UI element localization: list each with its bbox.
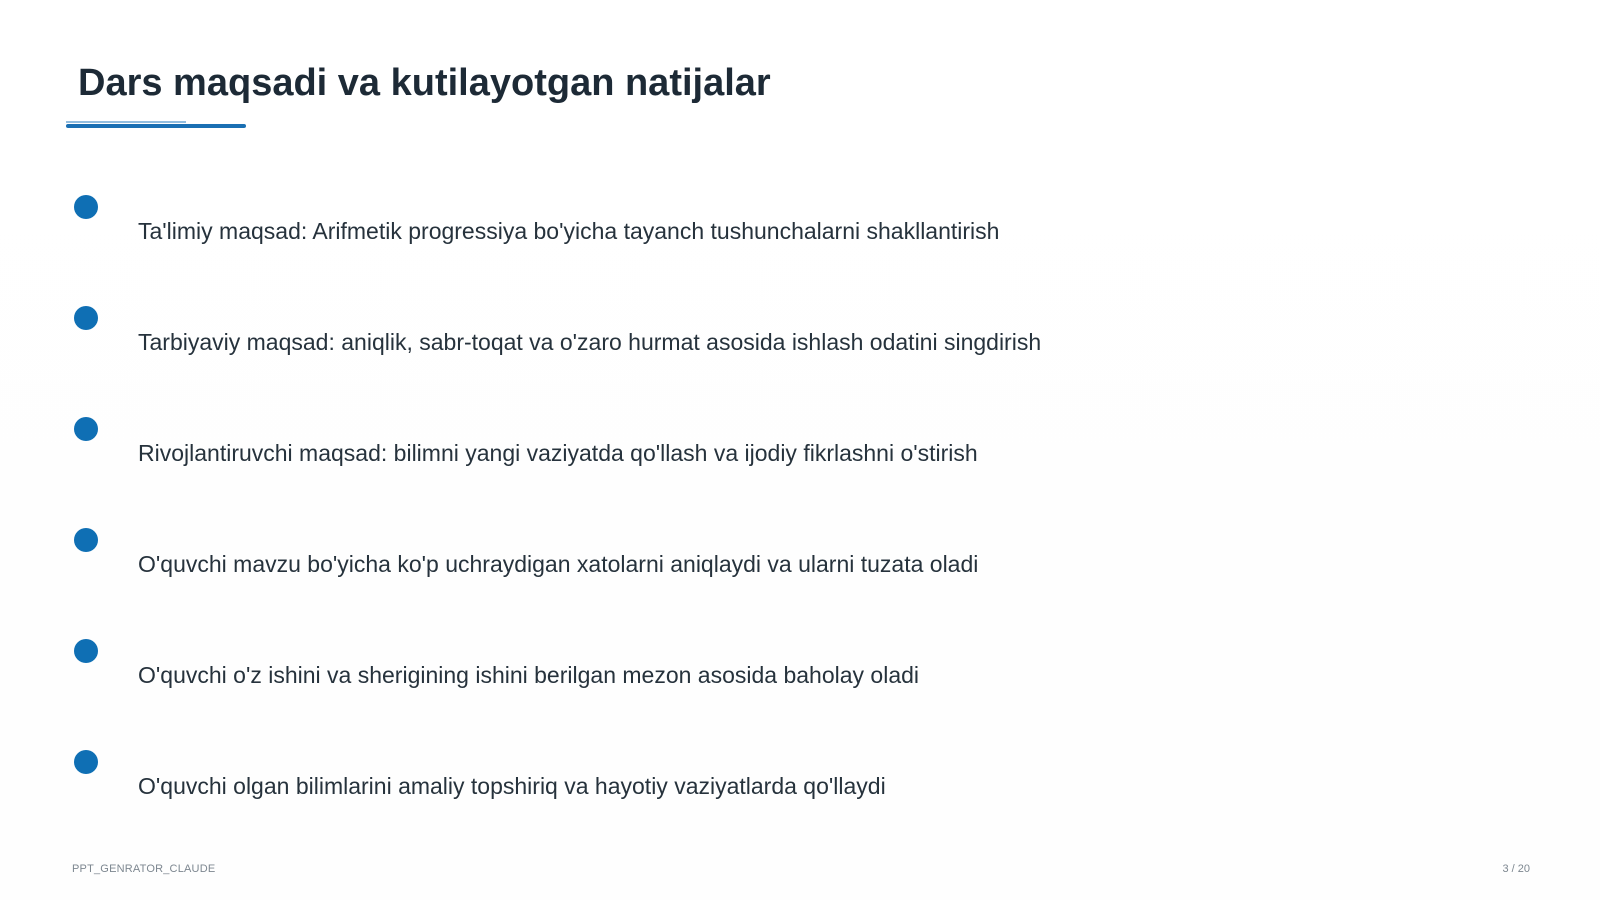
bullet-dot-icon	[74, 528, 98, 552]
bullet-text: Tarbiyaviy maqsad: aniqlik, sabr-toqat va o'zaro hurmat asosida ishlash odatini singdirish	[138, 329, 1042, 355]
bullet-item-baholash	[0, 639, 1600, 699]
bullet-dot-icon	[74, 195, 98, 219]
bullet-item-amaliy	[0, 750, 1600, 810]
bullet-dot-icon	[74, 750, 98, 774]
slide-title: Dars maqsadi va kutilayotgan natijalar	[78, 62, 771, 104]
bullet-dot-icon	[74, 639, 98, 663]
footer-source-label: PPT_GENRATOR_CLAUDE	[72, 863, 216, 875]
bullet-item-rivojlantiruvchi	[0, 417, 1600, 477]
bullet-dot-icon	[74, 417, 98, 441]
bullet-item-tarbiyaviy	[0, 306, 1600, 366]
bullet-text: O'quvchi o'z ishini va sherigining ishini berilgan mezon asosida baholay oladi	[138, 662, 920, 688]
bullet-text: Rivojlantiruvchi maqsad: bilimni yangi vaziyatda qo'llash va ijodiy fikrlashni o'stirish	[138, 440, 978, 466]
page-indicator: 3 / 20	[1502, 863, 1530, 875]
bullet-item-talimiy	[0, 195, 1600, 255]
bullet-item-xatolar	[0, 528, 1600, 588]
bullet-text: Ta'limiy maqsad: Arifmetik progressiya bo'yicha tayanch tushunchalarni shakllantirish	[138, 218, 1000, 244]
bullet-text: O'quvchi olgan bilimlarini amaliy topshiriq va hayotiy vaziyatlarda qo'llaydi	[138, 773, 886, 799]
bullet-dot-icon	[74, 306, 98, 330]
bullet-text: O'quvchi mavzu bo'yicha ko'p uchraydigan xatolarni aniqlaydi va ularni tuzata oladi	[138, 551, 979, 577]
